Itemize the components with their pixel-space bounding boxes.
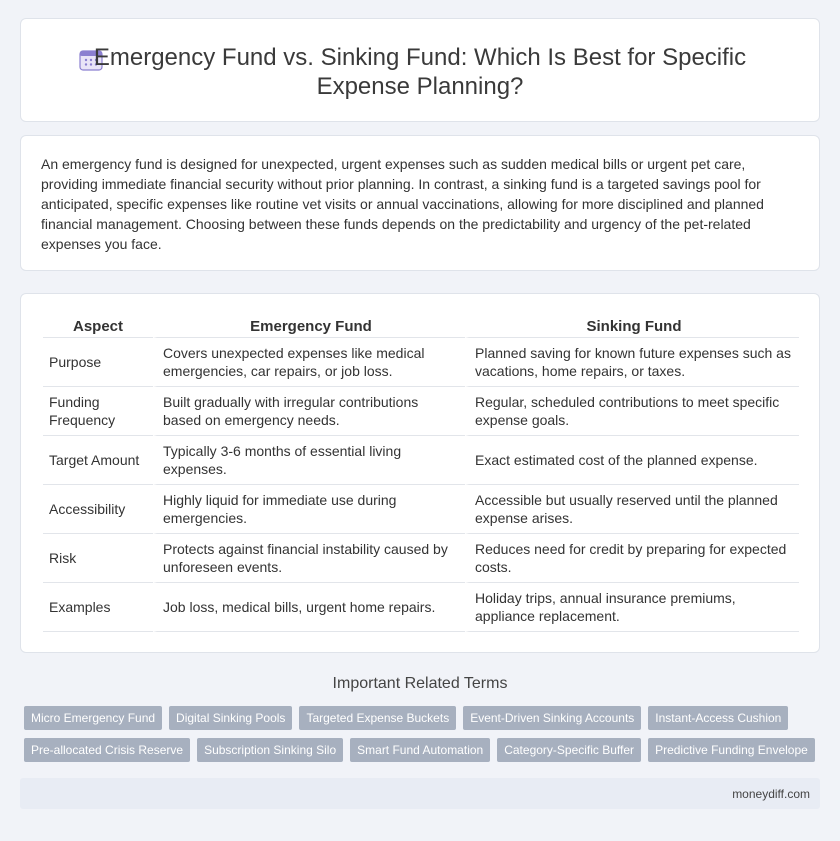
row-sinking-fund: Accessible but usually reserved until the planned expense arises. xyxy=(465,485,799,534)
table-row xyxy=(43,485,799,534)
tag-event-driven-sinking-accounts[interactable]: Event-Driven Sinking Accounts xyxy=(463,706,641,730)
table-row xyxy=(43,534,799,583)
tag-row xyxy=(24,738,824,762)
tag-micro-emergency-fund[interactable]: Micro Emergency Fund xyxy=(24,706,162,730)
tag-subscription-sinking-silo[interactable]: Subscription Sinking Silo xyxy=(197,738,343,762)
page-title: Emergency Fund vs. Sinking Fund: Which Is Best for Specific Expense Planning? xyxy=(93,44,747,100)
tag-category-specific-buffer[interactable]: Category-Specific Buffer xyxy=(497,738,641,762)
row-aspect: Target Amount xyxy=(43,436,153,485)
tag-pre-allocated-crisis-reserve[interactable]: Pre-allocated Crisis Reserve xyxy=(24,738,190,762)
row-emergency-fund: Built gradually with irregular contributions based on emergency needs. xyxy=(153,387,465,436)
related-terms-tags xyxy=(24,706,824,770)
row-emergency-fund: Covers unexpected expenses like medical emergencies, car repairs, or job loss. xyxy=(153,338,465,387)
tag-smart-fund-automation[interactable]: Smart Fund Automation xyxy=(350,738,490,762)
row-aspect: Risk xyxy=(43,534,153,583)
header-sinking-fund: Sinking Fund xyxy=(465,316,799,338)
row-sinking-fund: Reduces need for credit by preparing for expected costs. xyxy=(465,534,799,583)
row-sinking-fund: Exact estimated cost of the planned expense. xyxy=(465,436,799,485)
row-emergency-fund: Highly liquid for immediate use during emergencies. xyxy=(153,485,465,534)
tag-row xyxy=(24,706,824,730)
tag-targeted-expense-buckets[interactable]: Targeted Expense Buckets xyxy=(299,706,456,730)
intro-text: An emergency fund is designed for unexpected, urgent expenses such as sudden medical bills or urgent pet care, providing immediate financial security without prior planning. In contrast, a sinking fund is a targeted savings pool for anticipated, specific expenses like routine vet visits or annual vaccinations, allowing for more disciplined and planned financial management. Choosing between these funds depends on the predictability and urgency of the pet-related expenses you face. xyxy=(41,156,764,252)
table-row xyxy=(43,583,799,632)
row-aspect: Examples xyxy=(43,583,153,632)
header-aspect: Aspect xyxy=(43,316,153,338)
table-row xyxy=(43,338,799,387)
table-row xyxy=(43,436,799,485)
comparison-table xyxy=(43,316,799,632)
row-emergency-fund: Protects against financial instability caused by unforeseen events. xyxy=(153,534,465,583)
tag-predictive-funding-envelope[interactable]: Predictive Funding Envelope xyxy=(648,738,815,762)
footer-site[interactable]: moneydiff.com xyxy=(732,787,810,801)
tag-digital-sinking-pools[interactable]: Digital Sinking Pools xyxy=(169,706,292,730)
table-header-row xyxy=(43,316,799,338)
row-emergency-fund: Typically 3-6 months of essential living expenses. xyxy=(153,436,465,485)
row-aspect: Accessibility xyxy=(43,485,153,534)
comparison-card xyxy=(20,293,820,653)
row-aspect: Purpose xyxy=(43,338,153,387)
tag-instant-access-cushion[interactable]: Instant-Access Cushion xyxy=(648,706,788,730)
header-card xyxy=(20,18,820,122)
table-row xyxy=(43,387,799,436)
footer xyxy=(20,778,820,809)
intro-card xyxy=(20,135,820,271)
related-terms-title: Important Related Terms xyxy=(332,675,508,692)
row-sinking-fund: Planned saving for known future expenses such as vacations, home repairs, or taxes. xyxy=(465,338,799,387)
row-aspect: Funding Frequency xyxy=(43,387,153,436)
row-sinking-fund: Holiday trips, annual insurance premiums, appliance replacement. xyxy=(465,583,799,632)
row-sinking-fund: Regular, scheduled contributions to meet specific expense goals. xyxy=(465,387,799,436)
header-emergency-fund: Emergency Fund xyxy=(153,316,465,338)
row-emergency-fund: Job loss, medical bills, urgent home repairs. xyxy=(153,583,465,632)
